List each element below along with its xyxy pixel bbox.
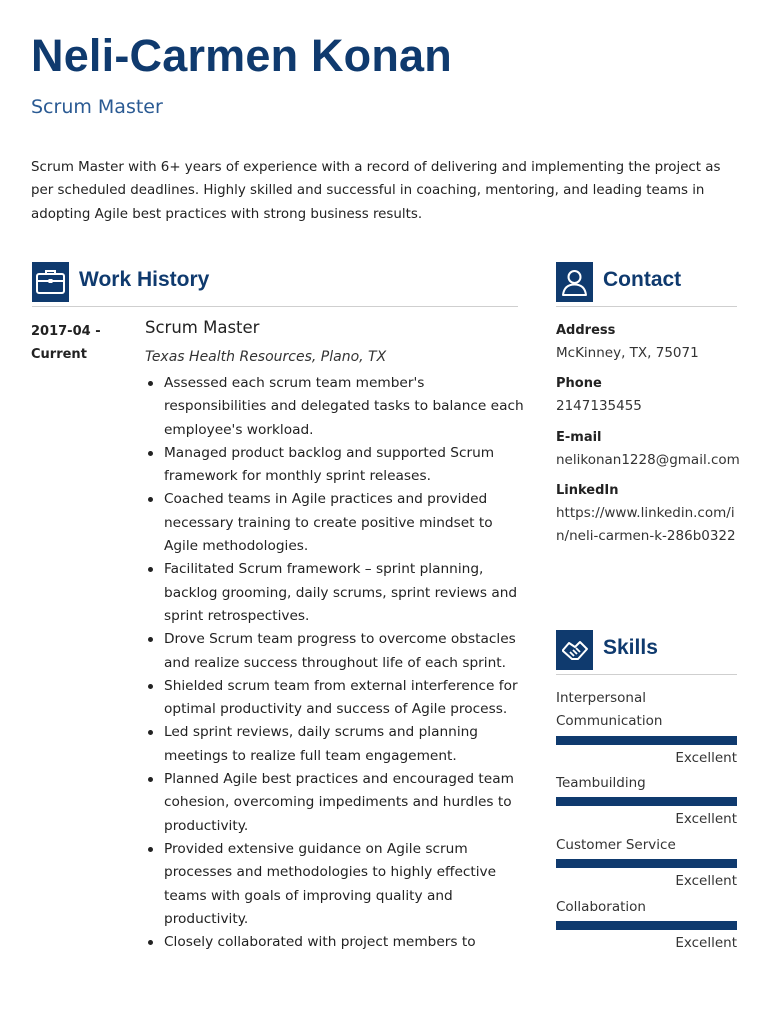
- list-item: Closely collaborated with project members to: [145, 931, 525, 954]
- list-item: Drove Scrum team progress to overcome obstacles and realize success throughout life of each sprint.: [145, 628, 525, 675]
- work-history-divider: [32, 306, 518, 307]
- professional-summary: Scrum Master with 6+ years of experience with a record of delivering and implementing the project as per scheduled deadlines. Highly skilled and successful in coaching, mentoring, and leading teams in adopting Agile best practices with strong business results.: [31, 160, 721, 222]
- job-date-end: Current: [31, 347, 87, 362]
- skill-level-bar: [556, 921, 737, 930]
- job-dates: [31, 320, 121, 366]
- skill-level-bar: [556, 736, 737, 745]
- email-value: nelikonan1228@gmail.com: [556, 451, 740, 468]
- person-icon: [556, 262, 593, 302]
- contact-heading: [556, 262, 737, 306]
- linkedin-label: LinkedIn: [556, 482, 619, 498]
- candidate-name: Neli-Carmen Konan: [31, 30, 452, 81]
- skills-heading: [556, 630, 737, 674]
- list-item: Assessed each scrum team member's responsibilities and delegated tasks to balance each employee's workload.: [145, 372, 525, 442]
- email-label: E-mail: [556, 429, 602, 445]
- skill-item: [556, 834, 737, 892]
- phone-label: Phone: [556, 376, 602, 392]
- job-title: Scrum Master: [145, 318, 260, 337]
- contact-divider: [556, 306, 737, 307]
- skill-name: Interpersonal Communication: [556, 690, 663, 730]
- skill-item: [556, 896, 737, 954]
- skill-name: Customer Service: [556, 837, 676, 853]
- job-company: Texas Health Resources, Plano, TX: [145, 349, 387, 365]
- briefcase-icon: [32, 262, 69, 302]
- list-item: Provided extensive guidance on Agile scrum processes and methodologies to highly effective teams with goals of improving quality and productivity.: [145, 838, 525, 931]
- list-item: Managed product backlog and supported Scrum framework for monthly sprint releases.: [145, 442, 525, 489]
- list-item: Shielded scrum team from external interference for optimal productivity and success of Agile process.: [145, 675, 525, 722]
- skill-level-bar: [556, 797, 737, 806]
- address-label: Address: [556, 323, 616, 338]
- candidate-role: Scrum Master: [31, 96, 163, 118]
- skill-level-label: Excellent: [675, 935, 737, 952]
- handshake-icon: [556, 630, 593, 670]
- skills-divider: [556, 674, 737, 675]
- list-item: Facilitated Scrum framework – sprint planning, backlog grooming, daily scrums, sprint reviews and sprint retrospectives.: [145, 558, 525, 628]
- work-history-heading: [32, 262, 518, 306]
- linkedin-link[interactable]: https://www.linkedin.com/in/neli-carmen-k-286b0322: [556, 504, 736, 545]
- skill-name: Teambuilding: [556, 775, 646, 791]
- skills-title: Skills: [603, 636, 658, 659]
- phone-value: 2147135455: [556, 398, 642, 415]
- contact-details: [556, 319, 746, 548]
- skill-level-label: Excellent: [675, 749, 737, 766]
- skill-level-bar: [556, 859, 737, 868]
- skill-level-label: Excellent: [675, 811, 737, 828]
- contact-title: Contact: [603, 268, 682, 291]
- work-history-title: Work History: [79, 268, 210, 291]
- skill-item: [556, 687, 737, 769]
- job-responsibilities: [145, 372, 525, 954]
- job-date-start: 2017-04 -: [31, 324, 101, 339]
- skill-item: [556, 772, 737, 830]
- skill-name: Collaboration: [556, 899, 646, 915]
- list-item: Led sprint reviews, daily scrums and planning meetings to realize full team engagement.: [145, 721, 525, 768]
- list-item: Coached teams in Agile practices and provided necessary training to create positive mindset to Agile methodologies.: [145, 488, 525, 558]
- address-value: McKinney, TX, 75071: [556, 345, 699, 361]
- list-item: Planned Agile best practices and encouraged team cohesion, overcoming impediments and hurdles to productivity.: [145, 768, 525, 838]
- skill-level-label: Excellent: [675, 873, 737, 890]
